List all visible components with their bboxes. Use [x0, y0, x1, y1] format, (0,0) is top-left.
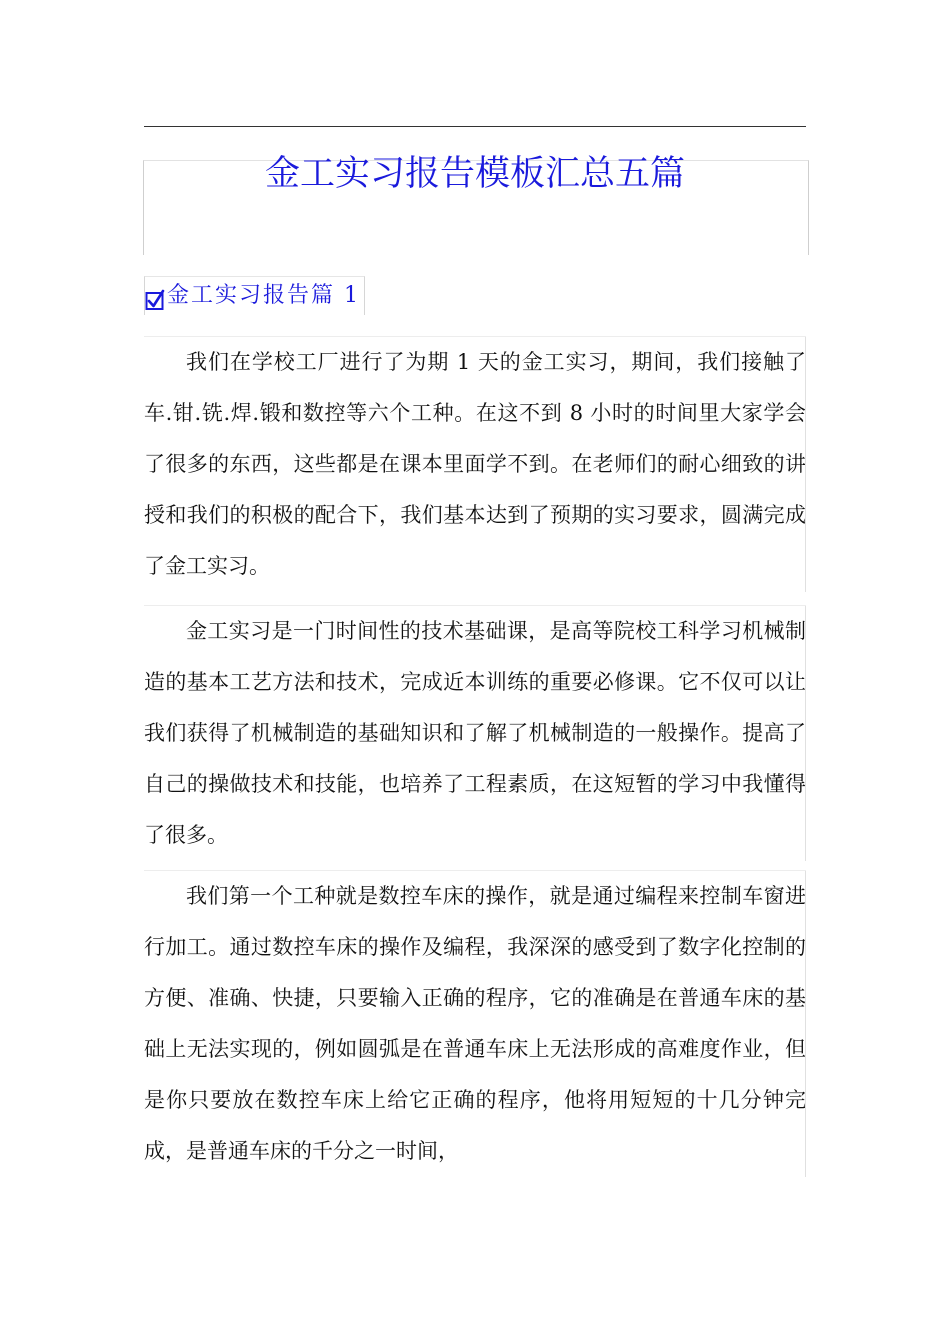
section-heading	[144, 276, 365, 315]
body-paragraph-1	[144, 336, 806, 592]
paragraph-edge	[805, 606, 806, 861]
paragraph-edge	[805, 337, 806, 592]
paragraph-text: 金工实习是一门时间性的技术基础课，是高等院校工科学习机械制造的基本工艺方法和技术，完成近本训练的重要必修课。它不仅可以让我们获得了机械制造的基础知识和了解了机械制造的一般操作。提高了自己的操做技术和技能，也培养了工程素质，在这短暂的学习中我懂得了很多。	[144, 619, 806, 847]
paragraph-text: 我们在学校工厂进行了为期 1 天的金工实习，期间，我们接触了车.钳.铣.焊.锻和数控等六个工种。在这不到 8 小时的时间里大家学会了很多的东西，这些都是在课本里面学不到。在老师们的耐心细致的讲授和我们的积极的配合下，我们基本达到了预期的实习要求，圆满完成了金工实习。	[144, 350, 806, 578]
top-horizontal-rule	[144, 126, 806, 127]
body-paragraph-2	[144, 605, 806, 861]
checkbox-checked-icon	[145, 289, 165, 311]
section-heading-label: 金工实习报告篇 1	[167, 283, 360, 308]
document-title: 金工实习报告模板汇总五篇	[264, 154, 685, 194]
paragraph-text: 我们第一个工种就是数控车床的操作，就是通过编程来控制车窗进行加工。通过数控车床的操作及编程，我深深的感受到了数字化控制的方便、准确、快捷，只要输入正确的程序，它的准确是在普通车床的基础上无法实现的，例如圆弧是在普通车床上无法形成的高难度作业，但是你只要放在数控车床上给它正确的程序，他将用短短的十几分钟完成，是普通车床的千分之一时间，	[144, 884, 806, 1163]
body-paragraph-3	[144, 870, 806, 1177]
paragraph-edge	[805, 871, 806, 1177]
